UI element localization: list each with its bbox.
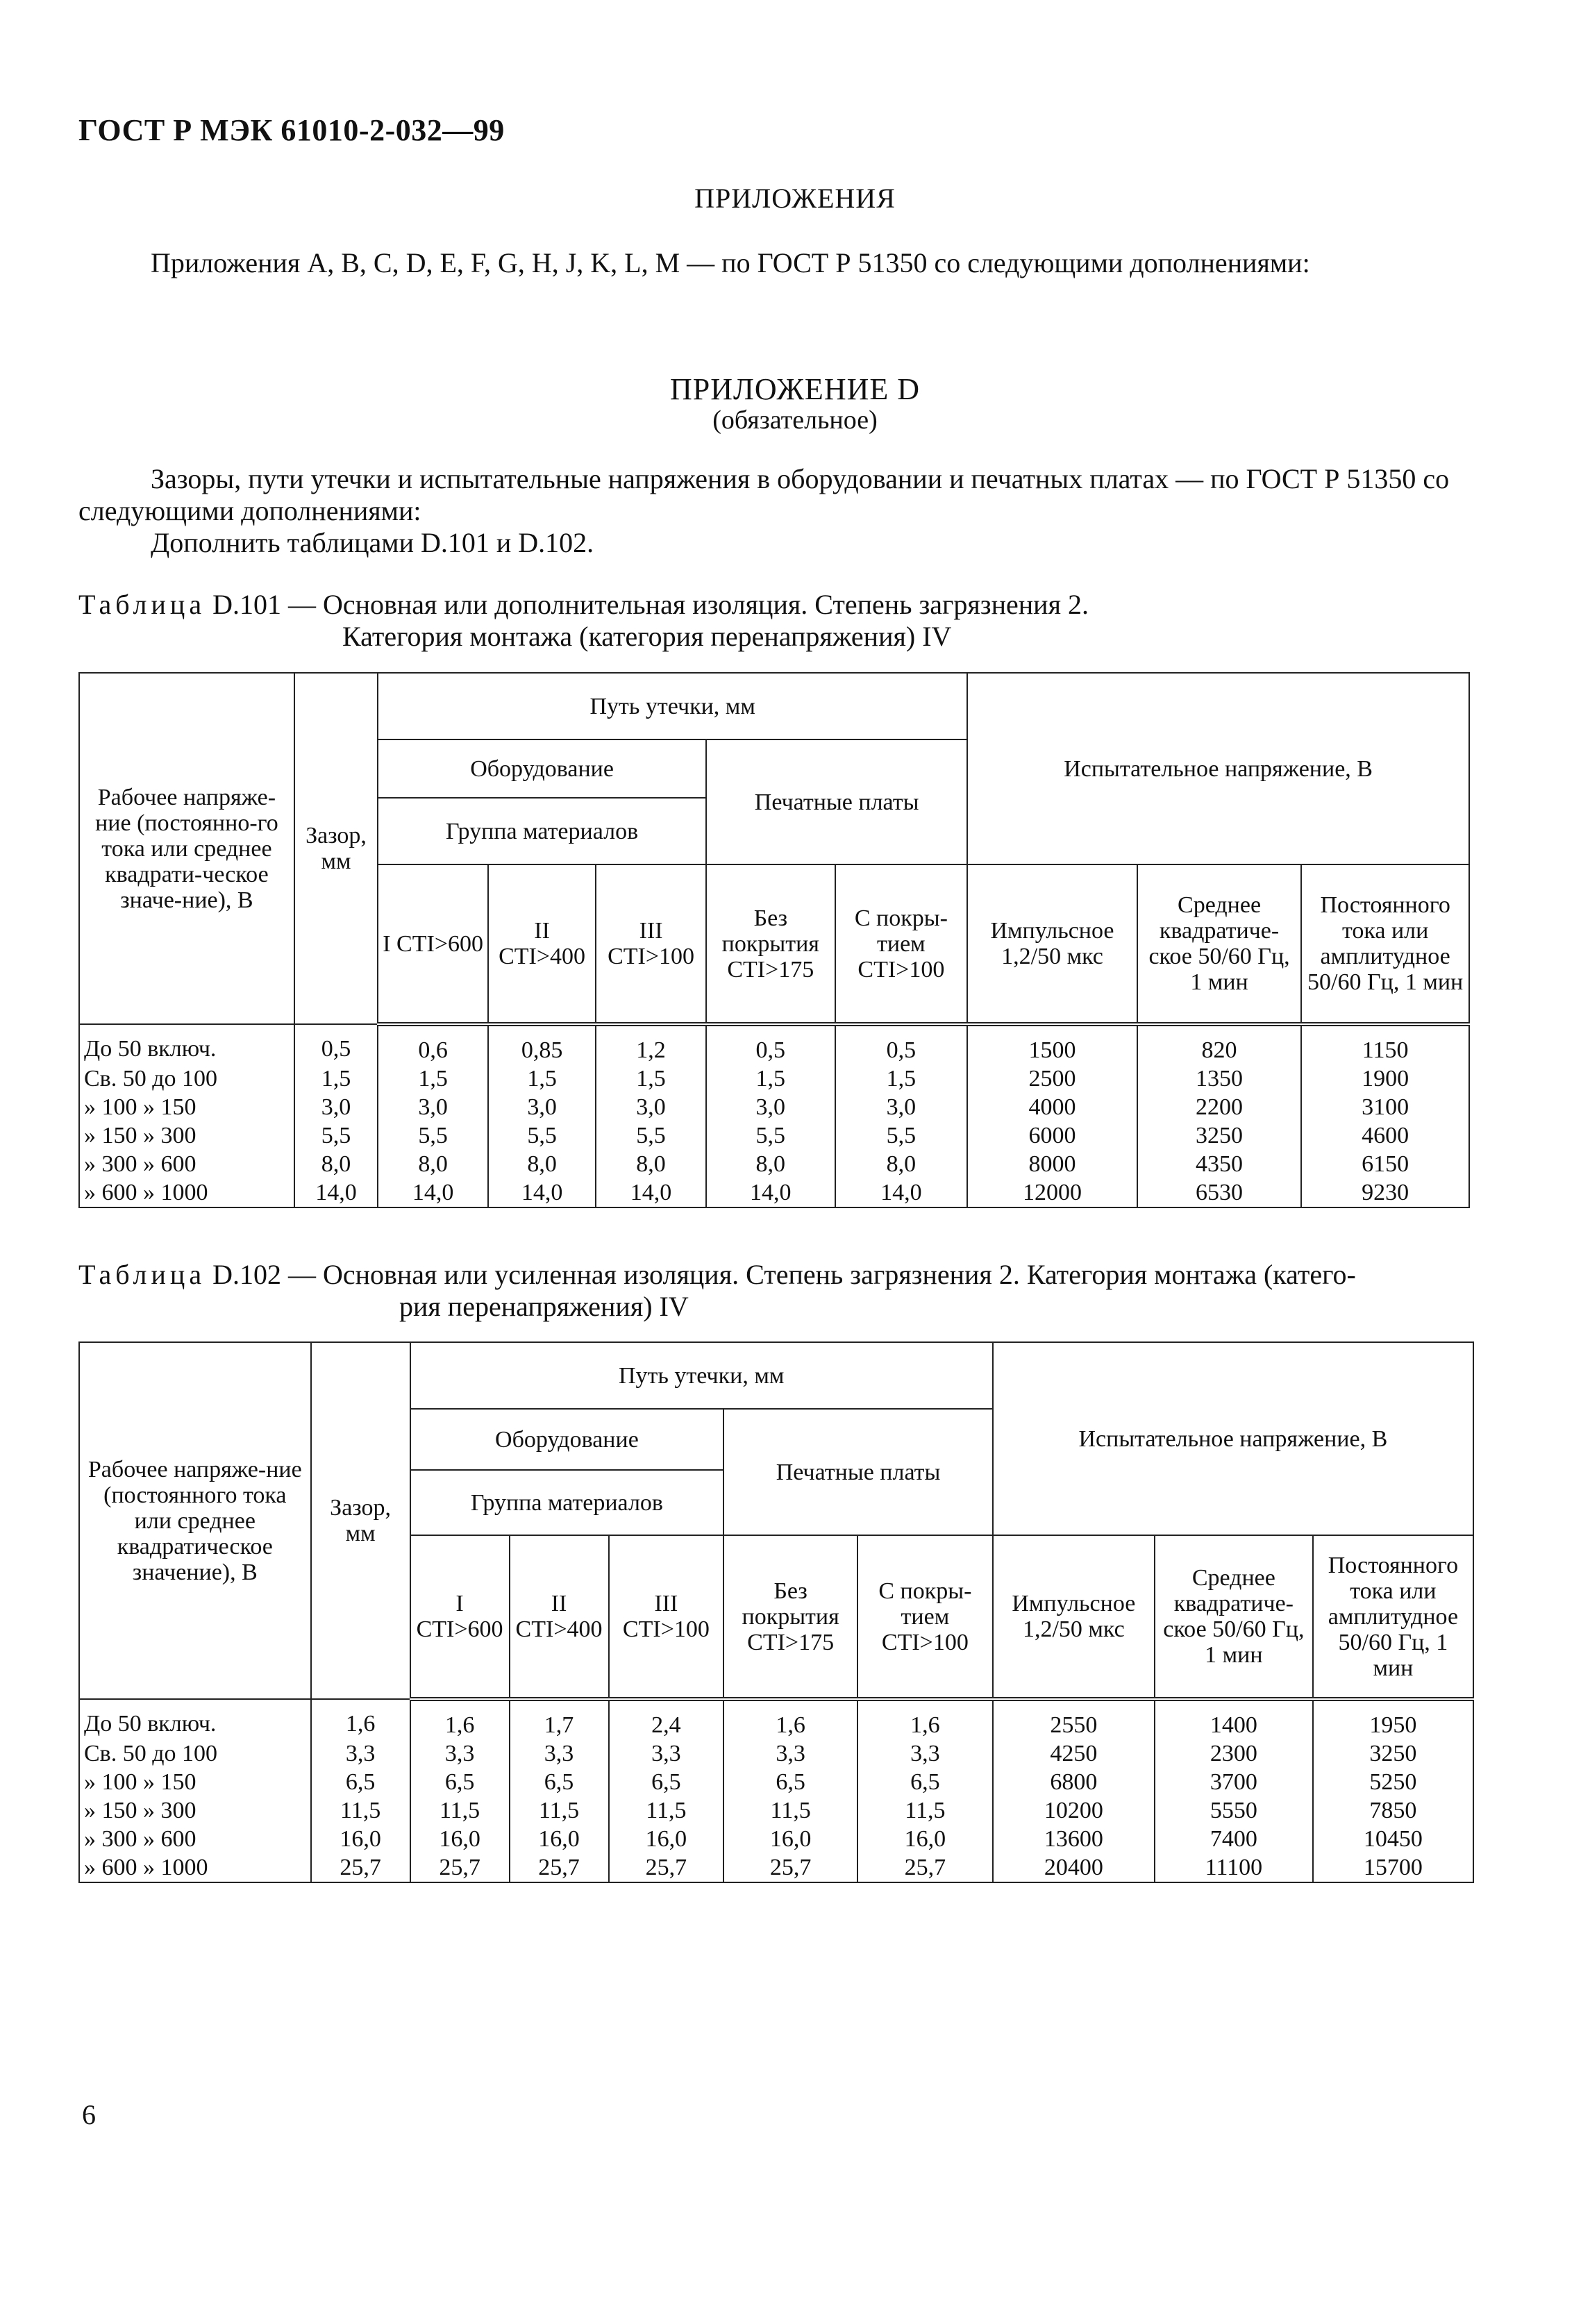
caption-line-1: D.101 — Основная или дополнительная изоляция. Степень загрязнения 2. [212,589,1089,620]
table-cell: 1,6 [857,1699,993,1739]
row-voltage-range: » 600 » 1000 [79,1853,311,1882]
table-cell: 11,5 [723,1796,857,1825]
table-cell: 3,0 [378,1093,488,1121]
table-cell: 3,0 [294,1093,378,1121]
header-group-ii: II CTI>400 [488,864,596,1024]
table-cell: 5550 [1155,1796,1313,1825]
table-cell: 25,7 [723,1853,857,1882]
table-label: Таблица [78,1259,206,1290]
table-cell: 6,5 [410,1768,510,1796]
table-cell: 3,3 [609,1739,724,1768]
row-voltage-range: » 600 » 1000 [79,1178,294,1207]
table-cell: 1900 [1301,1064,1469,1093]
table-cell: 8,0 [706,1150,835,1178]
table-cell: 1,5 [706,1064,835,1093]
table-cell: 11100 [1155,1853,1313,1882]
row-voltage-range: Св. 50 до 100 [79,1739,311,1768]
table-row [79,1150,1469,1178]
table-cell: 25,7 [857,1853,993,1882]
header-pcb: Печатные платы [723,1409,993,1535]
table-cell: 6000 [967,1121,1137,1150]
table-cell: 8,0 [294,1150,378,1178]
header-clearance: Зазор, мм [311,1342,410,1699]
header-dc-peak: Постоянного тока или амплитудное 50/60 Гц, 1 мин [1301,864,1469,1024]
appendices-heading: ПРИЛОЖЕНИЯ [694,183,896,214]
table-cell: 5,5 [706,1121,835,1150]
table-cell: 4350 [1137,1150,1301,1178]
header-pcb: Печатные платы [706,739,967,864]
table-cell: 4250 [993,1739,1155,1768]
table-cell: 6,5 [609,1768,724,1796]
table-cell: 6800 [993,1768,1155,1796]
table-cell: 16,0 [723,1825,857,1853]
row-voltage-range: » 150 » 300 [79,1796,311,1825]
table-cell: 7850 [1313,1796,1473,1825]
table-cell: 3250 [1137,1121,1301,1150]
table-row [79,1178,1469,1207]
table-cell: 1,2 [596,1024,706,1064]
table-row [79,1121,1469,1150]
table-cell: 2,4 [609,1699,724,1739]
table-cell: 16,0 [510,1825,609,1853]
row-voltage-range: » 100 » 150 [79,1093,294,1121]
appendix-d-addition: Дополнить таблицами D.101 и D.102. [151,527,594,558]
table-d101 [78,672,1470,1208]
table-cell: 8,0 [596,1150,706,1178]
header-group-ii: II CTI>400 [510,1535,609,1699]
row-voltage-range: » 300 » 600 [79,1150,294,1178]
row-voltage-range: До 50 включ. [79,1699,311,1739]
table-row [79,1825,1473,1853]
table-cell: 1500 [967,1024,1137,1064]
table-cell: 5,5 [596,1121,706,1150]
table-cell: 0,6 [378,1024,488,1064]
table-cell: 0,5 [835,1024,968,1064]
table-cell: 5,5 [835,1121,968,1150]
table-cell: 14,0 [706,1178,835,1207]
table-cell: 11,5 [857,1796,993,1825]
table-cell: 820 [1137,1024,1301,1064]
table-cell: 0,85 [488,1024,596,1064]
table-cell: 11,5 [410,1796,510,1825]
header-group-i: I CTI>600 [410,1535,510,1699]
header-equipment: Оборудование [410,1409,724,1470]
table-cell: 20400 [993,1853,1155,1882]
table-cell: 5,5 [488,1121,596,1150]
header-impulse: Импульсное 1,2/50 мкс [967,864,1137,1024]
table-cell: 1,7 [510,1699,609,1739]
table-cell: 14,0 [378,1178,488,1207]
table-cell: 0,5 [294,1024,378,1064]
table-row [79,1739,1473,1768]
header-coated: С покры-тием CTI>100 [835,864,968,1024]
header-group-iii: III CTI>100 [596,864,706,1024]
table-cell: 5,5 [294,1121,378,1150]
table-cell: 3,3 [510,1739,609,1768]
table-cell: 6,5 [723,1768,857,1796]
table-cell: 11,5 [510,1796,609,1825]
table-cell: 2300 [1155,1739,1313,1768]
table-cell: 6,5 [857,1768,993,1796]
table-cell: 25,7 [609,1853,724,1882]
table-cell: 9230 [1301,1178,1469,1207]
row-voltage-range: » 100 » 150 [79,1768,311,1796]
table-cell: 3,0 [596,1093,706,1121]
table-cell: 5,5 [378,1121,488,1150]
table-cell: 2200 [1137,1093,1301,1121]
table-cell: 8000 [967,1150,1137,1178]
table-row [79,1796,1473,1825]
header-working-voltage: Рабочее напряже-ние (постоянного тока или среднее квадратическое значение), В [79,1342,311,1699]
header-group-i: I CTI>600 [378,864,488,1024]
appendix-d-heading: ПРИЛОЖЕНИЕ D [669,372,921,406]
table-cell: 3,0 [488,1093,596,1121]
table-cell: 3,0 [835,1093,968,1121]
table-row [79,1024,1469,1064]
table-cell: 3700 [1155,1768,1313,1796]
table-cell: 1,5 [294,1064,378,1093]
table-cell: 6530 [1137,1178,1301,1207]
table-row [79,1064,1469,1093]
table-row [79,1853,1473,1882]
table-cell: 25,7 [311,1853,410,1882]
table-cell: 7400 [1155,1825,1313,1853]
table-cell: 3,3 [311,1739,410,1768]
table-cell: 11,5 [311,1796,410,1825]
table-cell: 16,0 [857,1825,993,1853]
table-cell: 14,0 [294,1178,378,1207]
header-test-voltage: Испытательное напряжение, В [993,1342,1473,1535]
table-cell: 4000 [967,1093,1137,1121]
table-cell: 10200 [993,1796,1155,1825]
appendix-d-subheading: (обязательное) [712,406,878,435]
table-cell: 4600 [1301,1121,1469,1150]
table-cell: 6,5 [311,1768,410,1796]
header-coated: С покры-тием CTI>100 [857,1535,993,1699]
table-cell: 1150 [1301,1024,1469,1064]
table-cell: 25,7 [510,1853,609,1882]
table-label: Таблица [78,589,206,620]
table-cell: 1,6 [311,1699,410,1739]
table-cell: 1,5 [835,1064,968,1093]
header-equipment: Оборудование [378,739,706,798]
table-row [79,1768,1473,1796]
header-dc-peak: Постоянного тока или амплитудное 50/60 Гц, 1 мин [1313,1535,1473,1699]
header-material-group: Группа материалов [378,798,706,864]
header-impulse: Импульсное 1,2/50 мкс [993,1535,1155,1699]
table-cell: 1,5 [488,1064,596,1093]
row-voltage-range: » 300 » 600 [79,1825,311,1853]
header-uncoated: Без покрытия CTI>175 [706,864,835,1024]
table-cell: 8,0 [488,1150,596,1178]
table-cell: 5250 [1313,1768,1473,1796]
row-voltage-range: Св. 50 до 100 [79,1064,294,1093]
table-cell: 3,0 [706,1093,835,1121]
table-cell: 1,6 [723,1699,857,1739]
table-cell: 3,3 [723,1739,857,1768]
row-voltage-range: До 50 включ. [79,1024,294,1064]
table-cell: 1,5 [378,1064,488,1093]
table-row [79,1699,1473,1739]
table-cell: 6,5 [510,1768,609,1796]
table-cell: 12000 [967,1178,1137,1207]
header-rms: Среднее квадратиче-ское 50/60 Гц, 1 мин [1155,1535,1313,1699]
table-cell: 15700 [1313,1853,1473,1882]
caption-line-2: рия перенапряжения) IV [399,1291,689,1322]
table-cell: 14,0 [488,1178,596,1207]
table-cell: 1350 [1137,1064,1301,1093]
table-cell: 0,5 [706,1024,835,1064]
table-cell: 8,0 [835,1150,968,1178]
appendices-intro: Приложения A, B, C, D, E, F, G, H, J, K, L, M — по ГОСТ Р 51350 со следующими дополнениями: [151,247,1310,278]
table-cell: 25,7 [410,1853,510,1882]
header-uncoated: Без покрытия CTI>175 [723,1535,857,1699]
table-d102-caption [78,1259,1509,1323]
table-cell: 1,6 [410,1699,510,1739]
table-cell: 11,5 [609,1796,724,1825]
table-cell: 10450 [1313,1825,1473,1853]
table-cell: 14,0 [596,1178,706,1207]
header-rms: Среднее квадратиче-ское 50/60 Гц, 1 мин [1137,864,1301,1024]
table-cell: 3,3 [410,1739,510,1768]
header-creepage: Путь утечки, мм [378,673,967,739]
row-voltage-range: » 150 » 300 [79,1121,294,1150]
table-cell: 1950 [1313,1699,1473,1739]
header-test-voltage: Испытательное напряжение, В [967,673,1469,864]
table-d101-caption [78,589,1089,653]
header-working-voltage: Рабочее напряже-ние (постоянно-го тока или среднее квадрати-ческое значе-ние), В [79,673,294,1024]
header-clearance: Зазор, мм [294,673,378,1024]
table-cell: 14,0 [835,1178,968,1207]
table-d102 [78,1341,1474,1883]
table-cell: 2550 [993,1699,1155,1739]
table-cell: 1400 [1155,1699,1313,1739]
table-cell: 3,3 [857,1739,993,1768]
table-cell: 3100 [1301,1093,1469,1121]
header-creepage: Путь утечки, мм [410,1342,993,1409]
table-cell: 8,0 [378,1150,488,1178]
table-row [79,1093,1469,1121]
table-cell: 2500 [967,1064,1137,1093]
appendix-d-paragraph: Зазоры, пути утечки и испытательные напряжения в оборудовании и печатных платах — по ГОСТ Р 51350 со следующими дополнениями: [78,463,1450,526]
header-group-iii: III CTI>100 [609,1535,724,1699]
table-cell: 16,0 [410,1825,510,1853]
header-material-group: Группа материалов [410,1470,724,1535]
table-cell: 3250 [1313,1739,1473,1768]
table-cell: 13600 [993,1825,1155,1853]
caption-line-2: Категория монтажа (категория перенапряжения) IV [342,621,952,652]
table-cell: 16,0 [609,1825,724,1853]
document-id-header: ГОСТ Р МЭК 61010-2-032—99 [78,113,505,147]
page-number: 6 [82,2099,96,2130]
table-cell: 16,0 [311,1825,410,1853]
table-cell: 1,5 [596,1064,706,1093]
caption-line-1: D.102 — Основная или усиленная изоляция. Степень загрязнения 2. Категория монтажа (катего- [212,1259,1356,1290]
table-cell: 6150 [1301,1150,1469,1178]
